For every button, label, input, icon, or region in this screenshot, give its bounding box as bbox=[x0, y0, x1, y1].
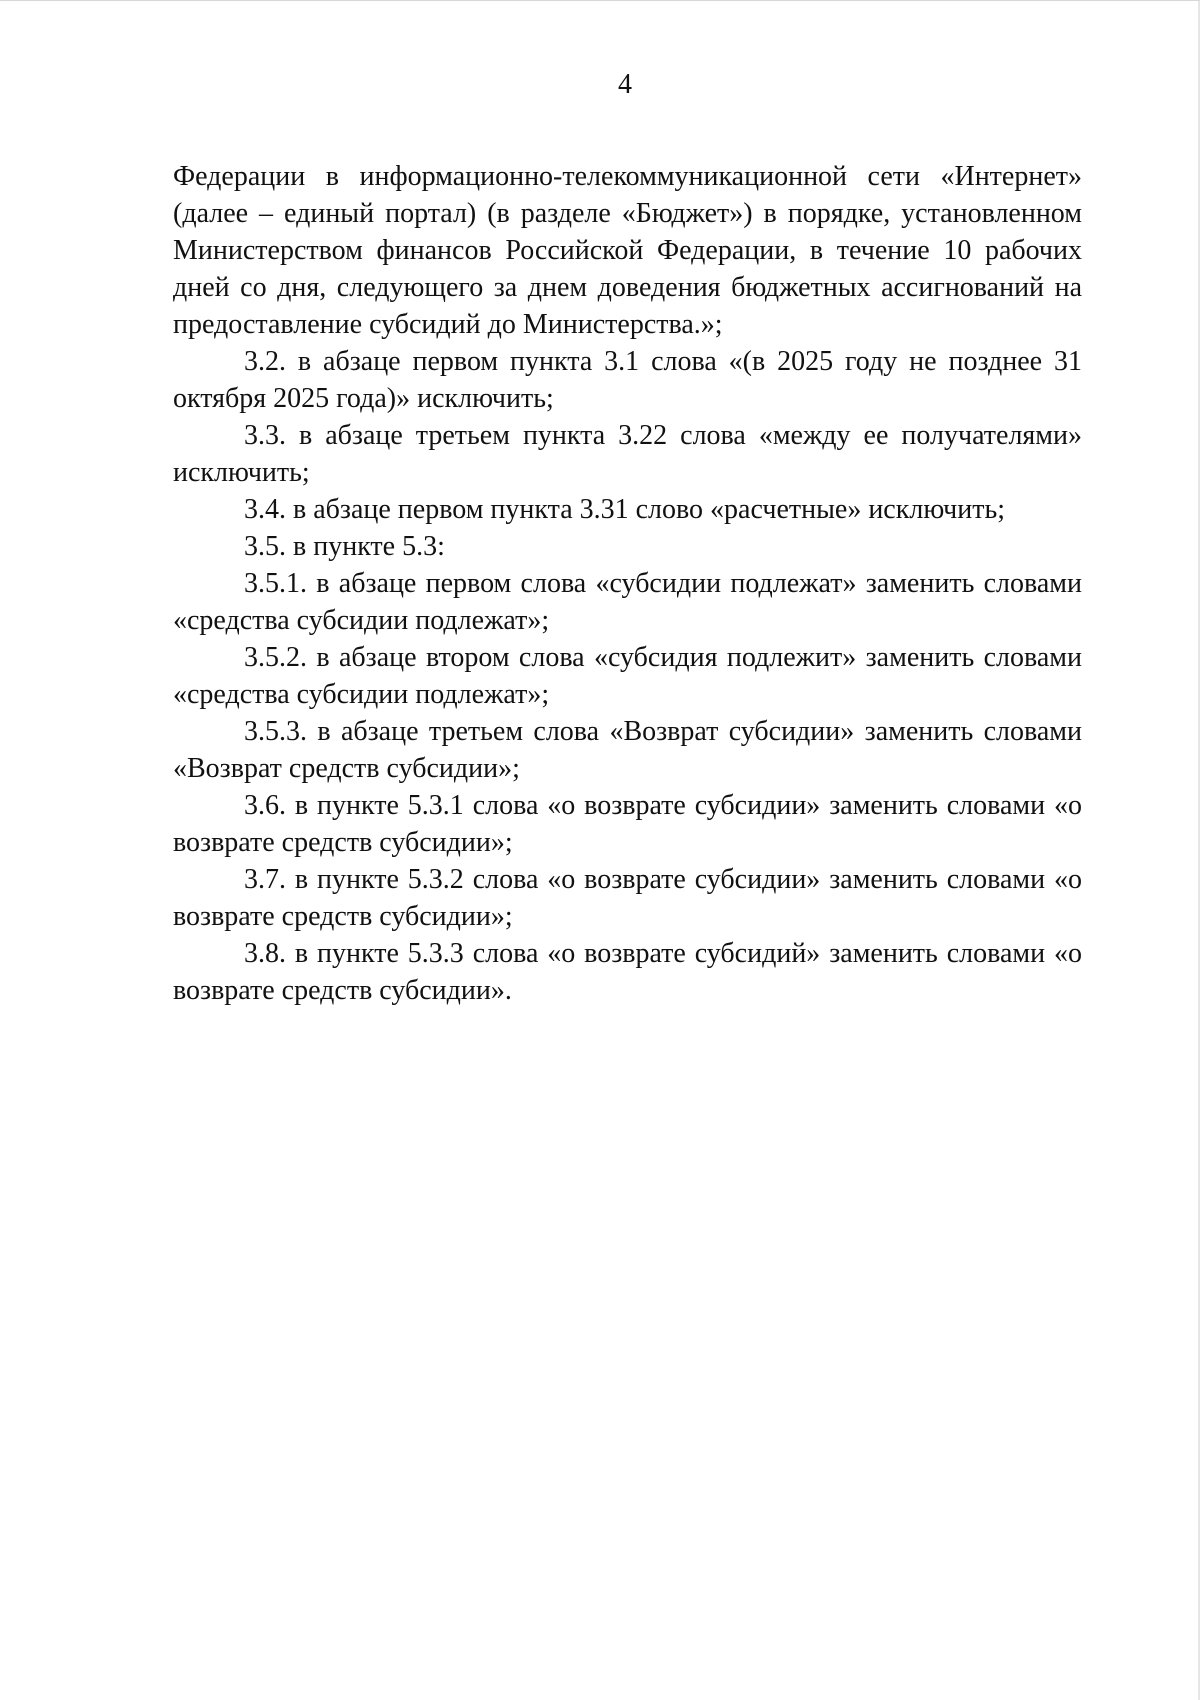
paragraph-3-4: 3.4. в абзаце первом пункта 3.31 слово «расчетные» исключить; bbox=[244, 494, 1006, 525]
paragraph-3-6: 3.6. в пункте 5.3.1 слова «о возврате субсидии» заменить словами «о возврате средств субсидии»; bbox=[173, 790, 1082, 858]
paragraph-3-5-3: 3.5.3. в абзаце третьем слова «Возврат субсидии» заменить словами «Возврат средств субсидии»; bbox=[173, 716, 1082, 784]
paragraph-3-3: 3.3. в абзаце третьем пункта 3.22 слова «между ее получателями» исключить; bbox=[173, 420, 1082, 488]
document-body bbox=[173, 158, 1082, 1009]
paragraph-3-2: 3.2. в абзаце первом пункта 3.1 слова «(в 2025 году не позднее 31 октября 2025 года)» исключить; bbox=[173, 346, 1082, 414]
paragraph-3-5: 3.5. в пункте 5.3: bbox=[244, 531, 445, 562]
paragraph-3-7: 3.7. в пункте 5.3.2 слова «о возврате субсидии» заменить словами «о возврате средств субсидии»; bbox=[173, 864, 1082, 932]
paragraph-3-5-2: 3.5.2. в абзаце втором слова «субсидия подлежит» заменить словами «средства субсидии подлежат»; bbox=[173, 642, 1082, 710]
paragraph-3-8: 3.8. в пункте 5.3.3 слова «о возврате субсидий» заменить словами «о возврате средств субсидии». bbox=[173, 938, 1082, 1006]
page-number: 4 bbox=[618, 69, 632, 100]
paragraph-3-5-1: 3.5.1. в абзаце первом слова «субсидии подлежат» заменить словами «средства субсидии подлежат»; bbox=[173, 568, 1082, 636]
paragraph-continuation: Федерации в информационно-телекоммуникационной сети «Интернет» (далее – единый портал) (в разделе «Бюджет») в порядке, установленном Министерством финансов Российской Федерации, в течение 10 рабочих дней со дня, следующего за днем доведения бюджетных ассигнований на предоставление субсидий до Министерства.»; bbox=[173, 161, 1082, 340]
